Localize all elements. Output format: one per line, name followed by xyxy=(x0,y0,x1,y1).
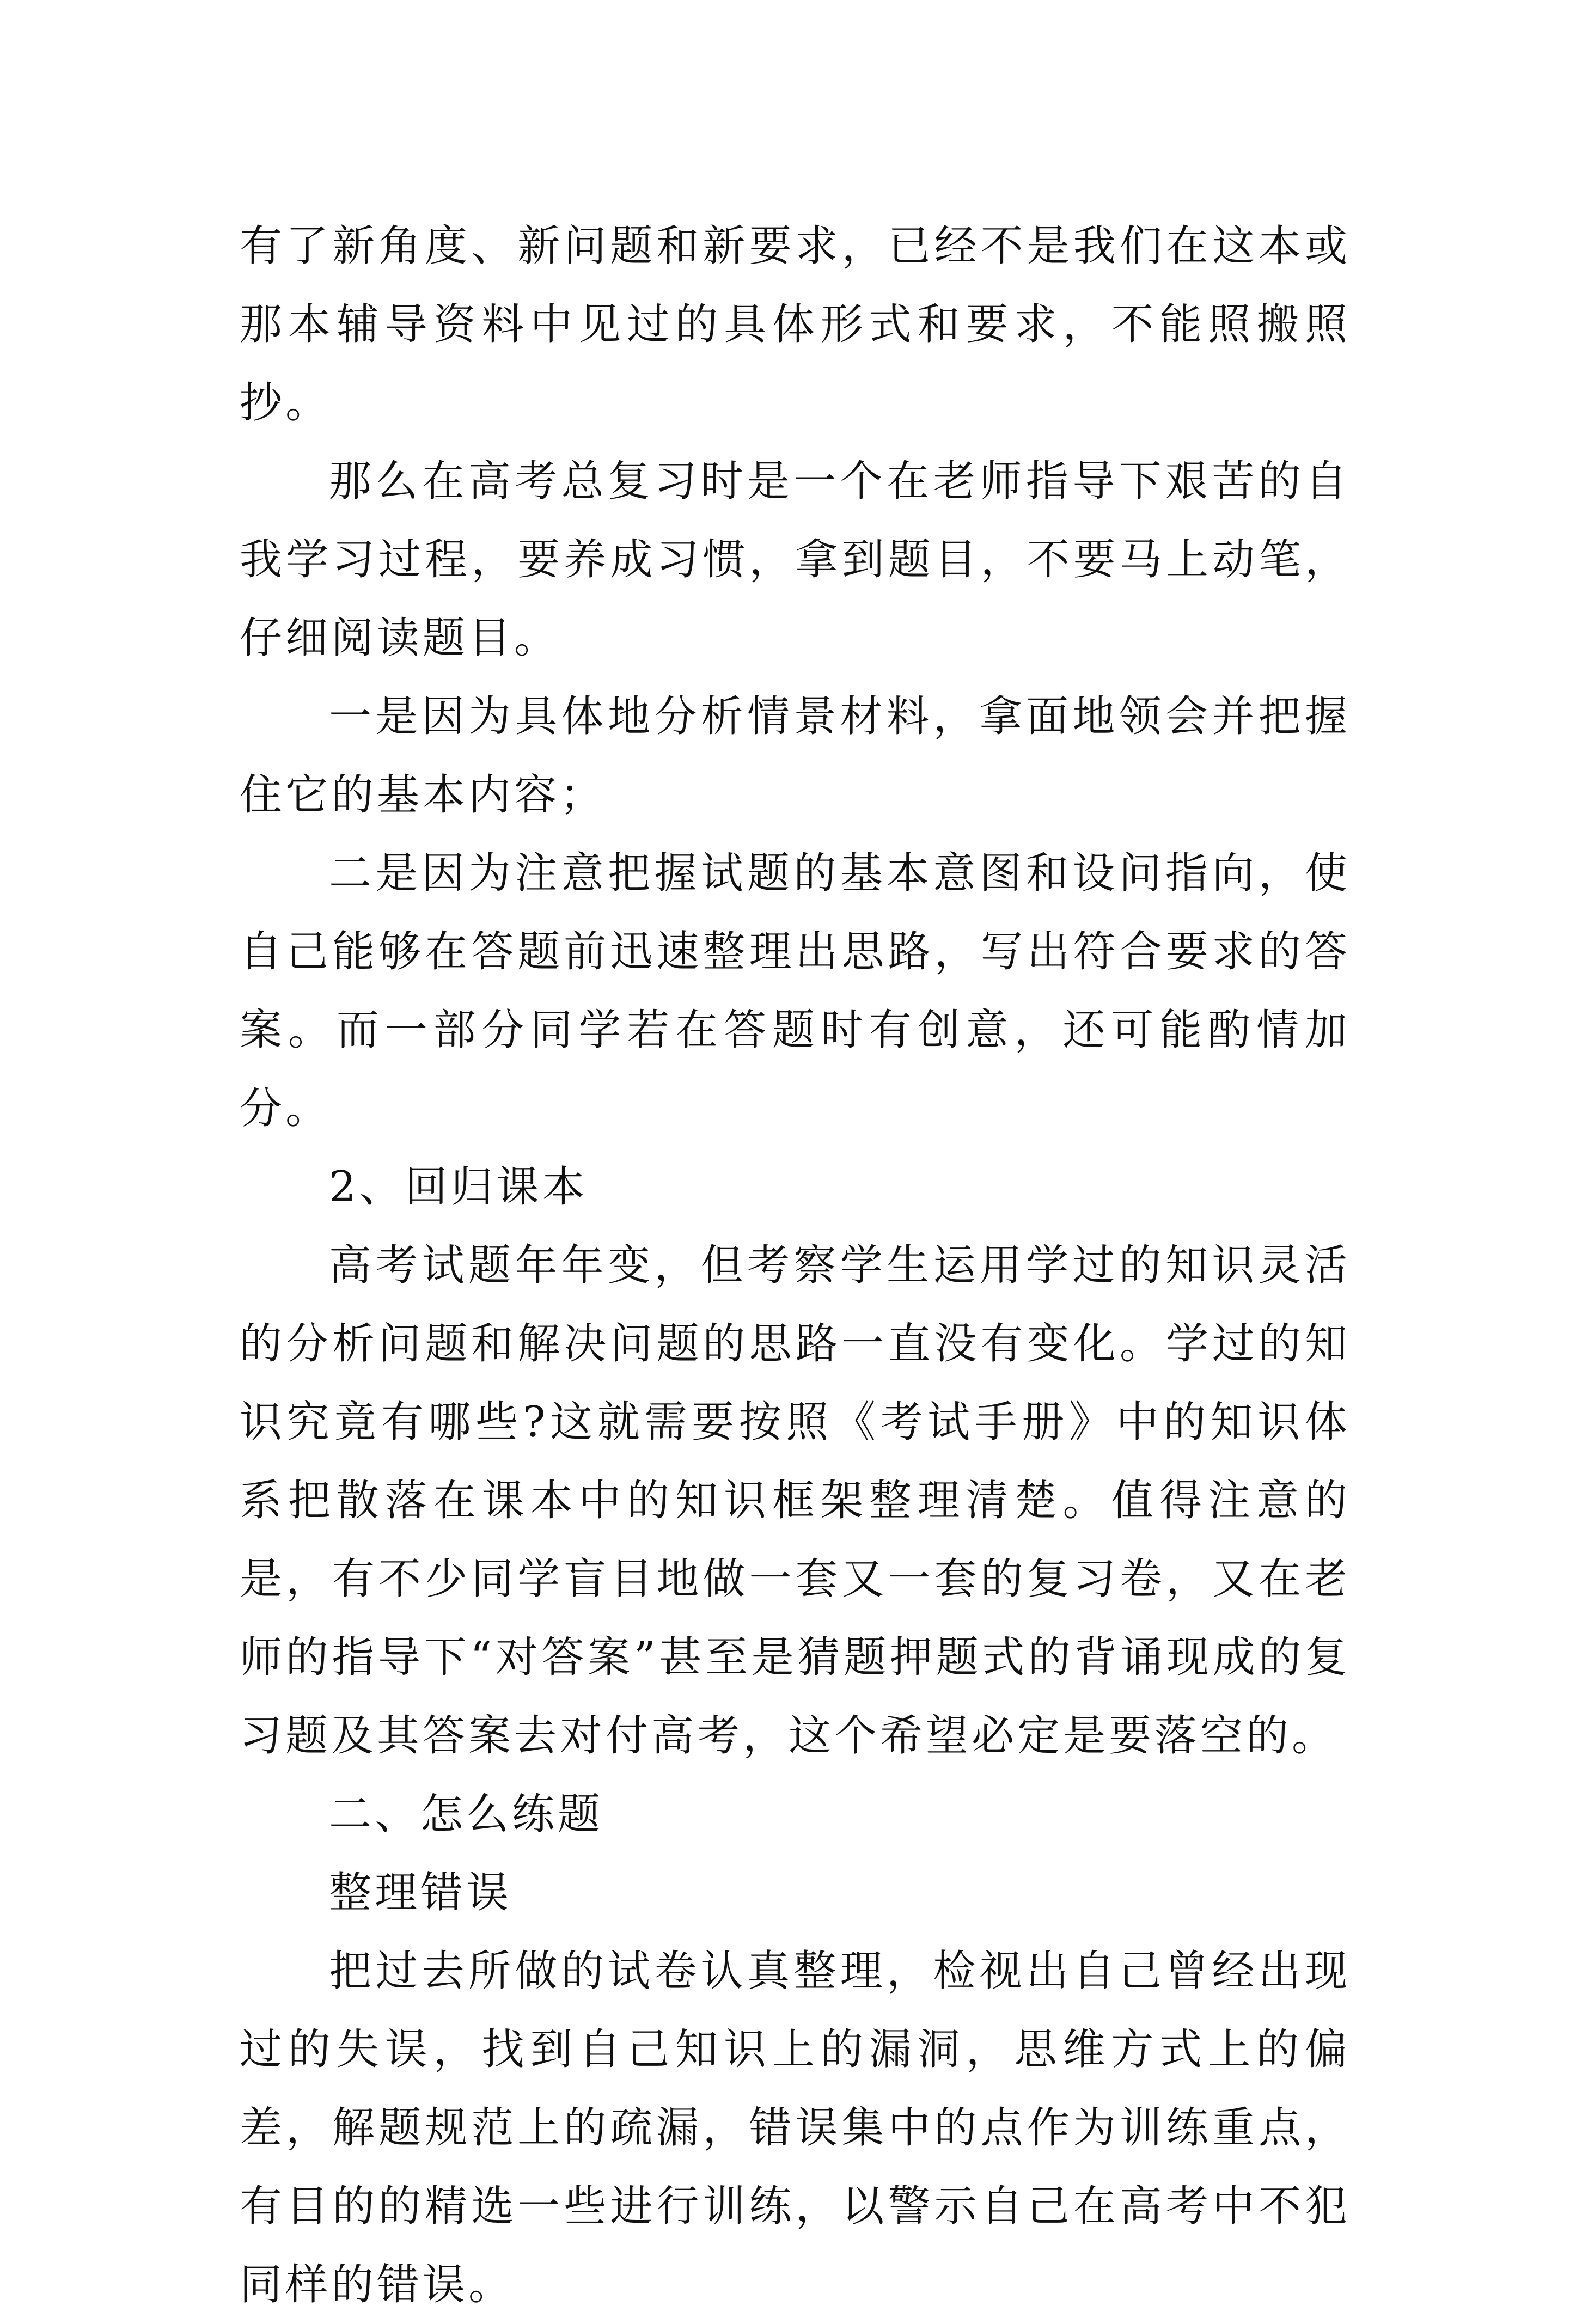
paragraph-review-process: 那么在高考总复习时是一个在老师指导下艰苦的自我学习过程，要养成习惯，拿到题目，不要马上动笔，仔细阅读题目。 xyxy=(240,457,1351,663)
document-page xyxy=(240,207,1351,2324)
section-heading-return-to-textbook: 2、回归课本 xyxy=(329,1163,588,1212)
section-heading-how-to-practice: 二、怎么练题 xyxy=(329,1790,604,1839)
paragraph-textbook: 高考试题年年变，但考察学生运用学过的知识灵活的分析问题和解决问题的思路一直没有变化。学过的知识究竟有哪些?这就需要按照《考试手册》中的知识体系把散落在课本中的知识框架整理清楚。值得注意的是，有不少同学盲目地做一套又一套的复习卷，又在老师的指导下“对答案”甚至是猜题押题式的背诵现成的复习题及其答案去对付高考，这个希望必定是要落空的。 xyxy=(240,1241,1351,1760)
paragraph-reason-one: 一是因为具体地分析情景材料，拿面地领会并把握住它的基本内容； xyxy=(240,692,1351,819)
paragraph-continuation: 有了新角度、新问题和新要求，已经不是我们在这本或那本辅导资料中见过的具体形式和要求，不能照搬照抄。 xyxy=(240,222,1351,427)
paragraph-reason-two: 二是因为注意把握试题的基本意图和设问指向，使自己能够在答题前迅速整理出思路，写出符合要求的答案。而一部分同学若在答题时有创意，还可能酌情加分。 xyxy=(240,849,1351,1133)
paragraph-organize-errors: 把过去所做的试卷认真整理，检视出自己曾经出现过的失误，找到自己知识上的漏洞，思维方式上的偏差，解题规范上的疏漏，错误集中的点作为训练重点，有目的的精选一些进行训练，以警示自己在高考中不犯同样的错误。 xyxy=(240,1947,1351,2309)
subheading-organize-errors: 整理错误 xyxy=(329,1868,512,1917)
